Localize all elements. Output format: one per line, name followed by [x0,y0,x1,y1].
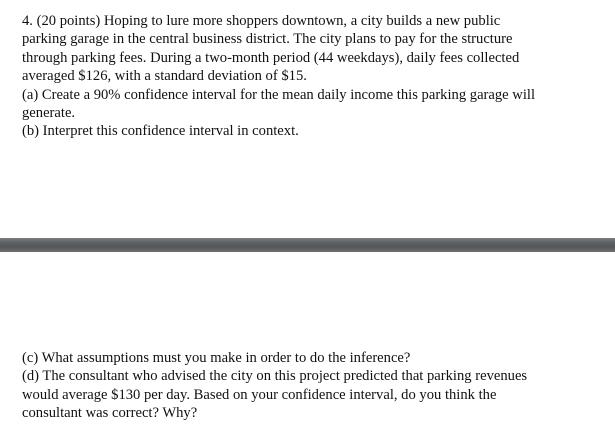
part-d-line: (d) The consultant who advised the city on this project predicted that parking revenues [22,368,528,385]
intro-line: through parking fees. During a two-month period (44 weekdays), daily fees collected [22,49,520,66]
problem-intro [22,12,595,86]
intro-line: parking garage in the central business district. The city plans to pay for the structure [22,31,513,48]
part-a-line: (a) Create a 90% confidence interval for the mean daily income this parking garage will [22,86,536,103]
part-c-line: (c) What assumptions must you make in order to do the inference? [22,350,411,366]
page-divider [0,238,615,252]
intro-line: averaged $126, with a standard deviation of $15. [22,68,307,85]
intro-line: 4. (20 points) Hoping to lure more shoppers downtown, a city builds a new public [22,13,501,29]
part-d-line: would average $130 per day. Based on your confidence interval, do you think the [22,386,497,403]
part-b-question [22,122,595,140]
part-b-line: (b) Interpret this confidence interval in context. [22,123,299,140]
part-a-line: generate. [22,105,76,122]
part-d-line: consultant was correct? Why? [22,405,198,422]
part-c-question [22,349,595,367]
part-a-question [22,86,595,123]
problem-continued [22,349,595,423]
part-d-question [22,367,595,422]
problem-statement [22,12,595,141]
